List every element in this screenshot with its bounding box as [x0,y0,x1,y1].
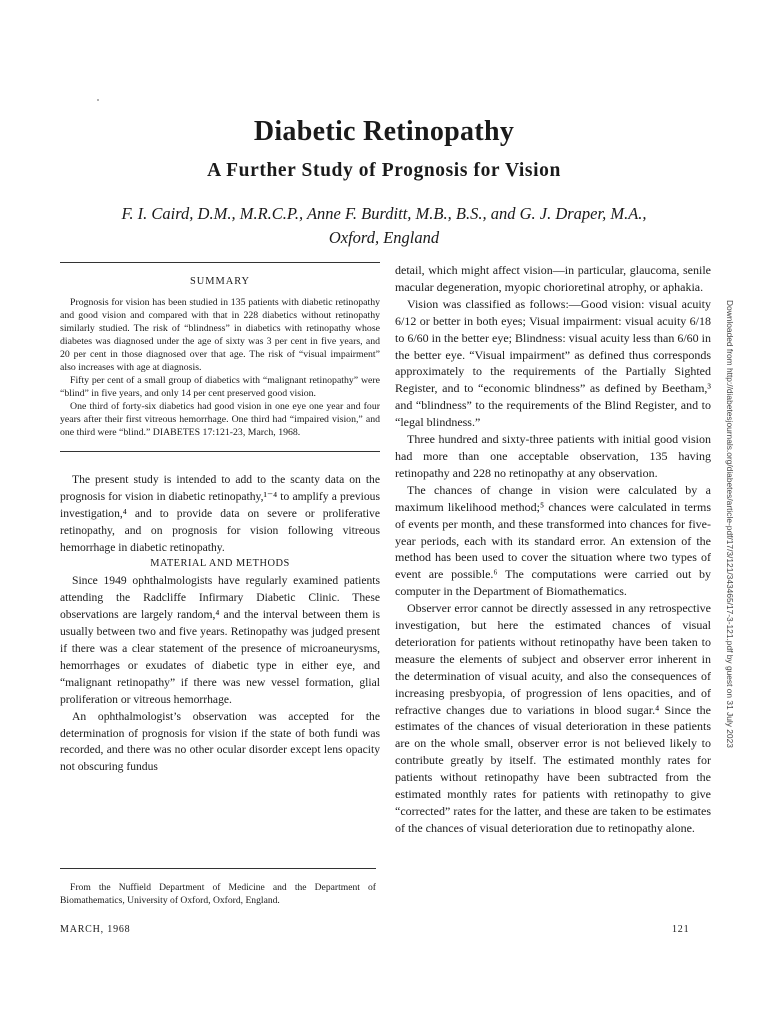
body-paragraph: An ophthalmologist’s observation was accepted for the determination of prognosis for vision if the state of both fundi was recorded, and there was no other ocular disorder except lens opacity not obscuring fundus [60,709,380,774]
footnote-rule [60,868,376,869]
body-paragraph: Three hundred and sixty-three patients with initial good vision had more than one acceptable observation, 135 having retinopathy and 228 no retinopathy at any observation. [395,432,711,480]
affiliation-footnote [60,868,376,907]
footnote-text: From the Nuffield Department of Medicine and the Department of Biomathematics, University of Oxford, Oxford, England. [60,882,376,906]
summary-box [60,274,380,439]
section-heading-methods: MATERIAL AND METHODS [150,558,290,570]
article-title: Diabetic Retinopathy [253,116,515,147]
download-watermark: Downloaded from http://diabetesjournals.org/diabetes/article-pdf/17/3/121/343465/17-3-121.pdf by guest on 31 July 2023 [725,300,735,748]
summary-top-rule [60,262,380,263]
left-column [60,262,380,776]
author-block [60,202,708,250]
right-column [395,262,711,837]
issue-date: MARCH, 1968 [60,924,131,935]
body-paragraph: Observer error cannot be directly assessed in any retrospective investigation, but here the estimated chances of visual deterioration for patients without retinopathy have been taken to measure the elements of subject and observer error inherent in the determination of visual acuity, and also the consequences of increasing presbyopia, of progression of lens opacities, and of refractive changes due to variations in blood sugar.⁴ Since the estimates of the chances of visual deterioration in these patients are on the whole small, observer error is not believed likely to contribute greatly by itself. The estimated monthly rates for patients without retinopathy have been subtracted from the estimated monthly rates for patients with retinopathy to give “corrected” rates for the latter, and these are taken to be estimates of the chances of visual deterioration due to retinopathy alone. [395,601,711,835]
article-subtitle: A Further Study of Prognosis for Vision [207,160,561,181]
author-names: F. I. Caird, D.M., M.R.C.P., Anne F. Burditt, M.B., B.S., and G. J. Draper, M.A., [121,204,647,223]
intro-paragraph: The present study is intended to add to the scanty data on the prognosis for vision in diabetic retinopathy,¹⁻⁴ to amplify a previous investigation,⁴ and to provide data on severe or proliferative retinopathy, and on prognosis for vision following vitreous hemorrhage in diabetic retinopathy. [60,472,380,554]
summary-paragraph: Prognosis for vision has been studied in 135 patients with diabetic retinopathy and good vision and compared with that in 228 diabetics without retinopathy similarly studied. The risk of “blindness” in diabetics with retinopathy whose diabetes was diagnosed under the age of sixty was 3 per cent in five years, and 20 per cent in those diagnosed over that age. The risk of “visual impairment” also increases with age at diagnosis. [60,296,380,373]
summary-heading: SUMMARY [189,276,251,287]
author-location: Oxford, England [328,228,440,247]
body-paragraph: The chances of change in vision were calculated by a maximum likelihood method;⁵ chances were calculated in terms of events per month, and these transformed into chances for five-year periods, each with its standard error. An extension of the method has been used to cover the situation where two types of event are possible.⁶ The computations were carried out by computer in the Department of Biomathematics. [395,482,711,599]
summary-bottom-rule [60,451,380,452]
summary-paragraph: Fifty per cent of a small group of diabetics with “malignant retinopathy” were “blind” in five years, and only 14 per cent preserved good vision. [60,374,380,399]
summary-paragraph: One third of forty-six diabetics had good vision in one eye one year and four years after their first vitreous hemorrhage. One third had “impaired vision,” and one third were “blind.” DIABETES 17:121-23, March, 1968. [60,400,380,438]
body-paragraph: Vision was classified as follows:—Good vision: visual acuity 6/12 or better in both eyes; Visual impairment: visual acuity 6/18 to 6/60 in the better eye; Blindness: visual acuity less than 6/60 in the better eye. “Visual impairment” as defined thus corresponds approximately to the requirements of the Partially Sighted Register, and to “economic blindness” as defined by Beetham,³ and “blindness” to the requirements of the Blind Register, and to “legal blindness.” [395,296,711,430]
body-paragraph: Since 1949 ophthalmologists have regularly examined patients attending the Radcliffe Infirmary Diabetic Clinic. These observations are largely random,⁴ and the interval between them is usually between two and five years. Retinopathy was judged present if there was a clear statement of the presence of microaneurysms, hemorrhages or exudates of diabetic type in either eye, and “malignant retinopathy” if there was new vessel formation, glial proliferation or vitreous hemorrhage. [60,574,380,706]
page-number: 121 [672,924,690,935]
scan-speck [97,99,99,101]
body-paragraph: detail, which might affect vision—in particular, glaucoma, senile macular degeneration, myopic chorioretinal atrophy, or aphakia. [395,263,711,294]
left-body-text [60,472,380,776]
